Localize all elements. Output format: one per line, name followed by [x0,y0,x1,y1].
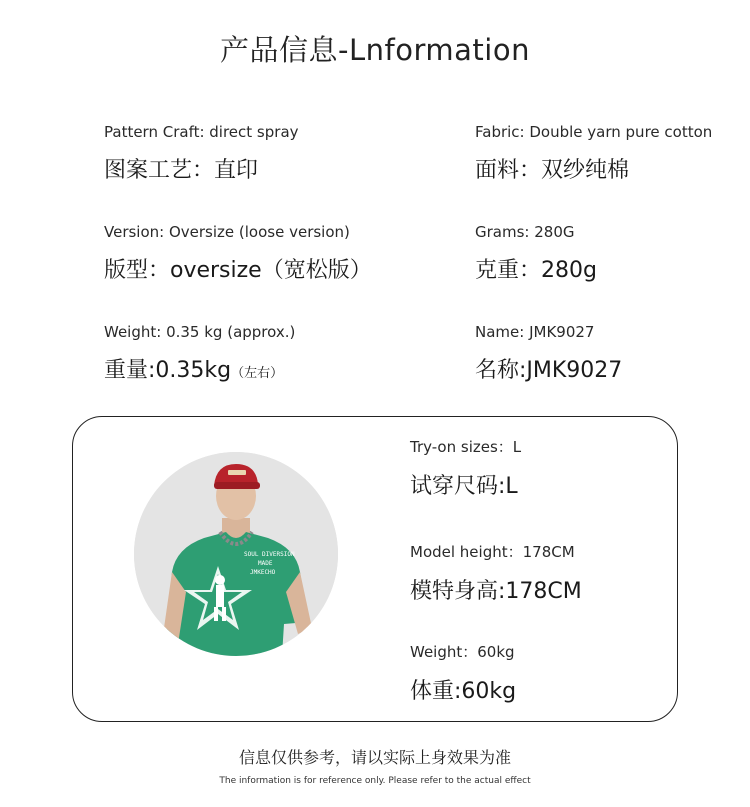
spec-fabric [475,123,712,184]
spec-weight-zh-value: 重量:0.35kg [104,358,232,383]
model-weight-zh: 体重:60kg [410,679,517,704]
model-tryon-size-en: Try-on sizes：L [410,438,522,456]
spec-pattern-craft-en: Pattern Craft: direct spray [104,123,299,141]
model-photo [134,452,338,656]
model-weight [410,641,516,705]
model-photo-illustration [134,452,338,656]
disclaimer-en: The information is for reference only. Please refer to the actual effect [219,776,531,786]
spec-name-zh: 名称:JMK9027 [475,358,623,383]
model-height-en: Model height：178CM [410,543,575,561]
model-tryon-size-zh: 试穿尺码:L [410,474,518,499]
spec-pattern-craft [104,123,299,184]
spec-fabric-en: Fabric: Double yarn pure cotton [475,123,713,141]
spec-pattern-craft-zh: 图案工艺：直印 [104,158,259,183]
shirt-print-line: MADE [258,560,273,567]
spec-grams [475,223,597,284]
spec-name-en: Name: JMK9027 [475,323,595,341]
spec-grams-en: Grams: 280G [475,223,575,241]
disclaimer-zh: 信息仅供参考，请以实际上身效果为准 [238,748,511,767]
spec-weight-zh [104,353,295,384]
spec-name [475,323,622,384]
shirt-print-line: JMKECHO [250,569,276,576]
spec-weight-zh-note: （左右） [231,366,284,381]
spec-fabric-zh: 面料：双纱纯棉 [475,158,630,183]
model-height [410,541,582,605]
spec-grams-zh: 克重：280g [475,258,597,283]
spec-weight-en: Weight: 0.35 kg (approx.) [104,323,296,341]
spec-weight [104,323,295,384]
page-title: 产品信息-Lnformation [220,33,530,67]
shirt-print-line: SOUL DIVERSION [244,551,295,558]
model-height-zh: 模特身高:178CM [410,579,582,604]
spec-version [104,223,372,284]
model-weight-en: Weight：60kg [410,643,515,661]
model-tryon-size [410,436,521,500]
spec-version-en: Version: Oversize (loose version) [104,223,350,241]
spec-version-zh: 版型：oversize（宽松版） [104,258,372,283]
